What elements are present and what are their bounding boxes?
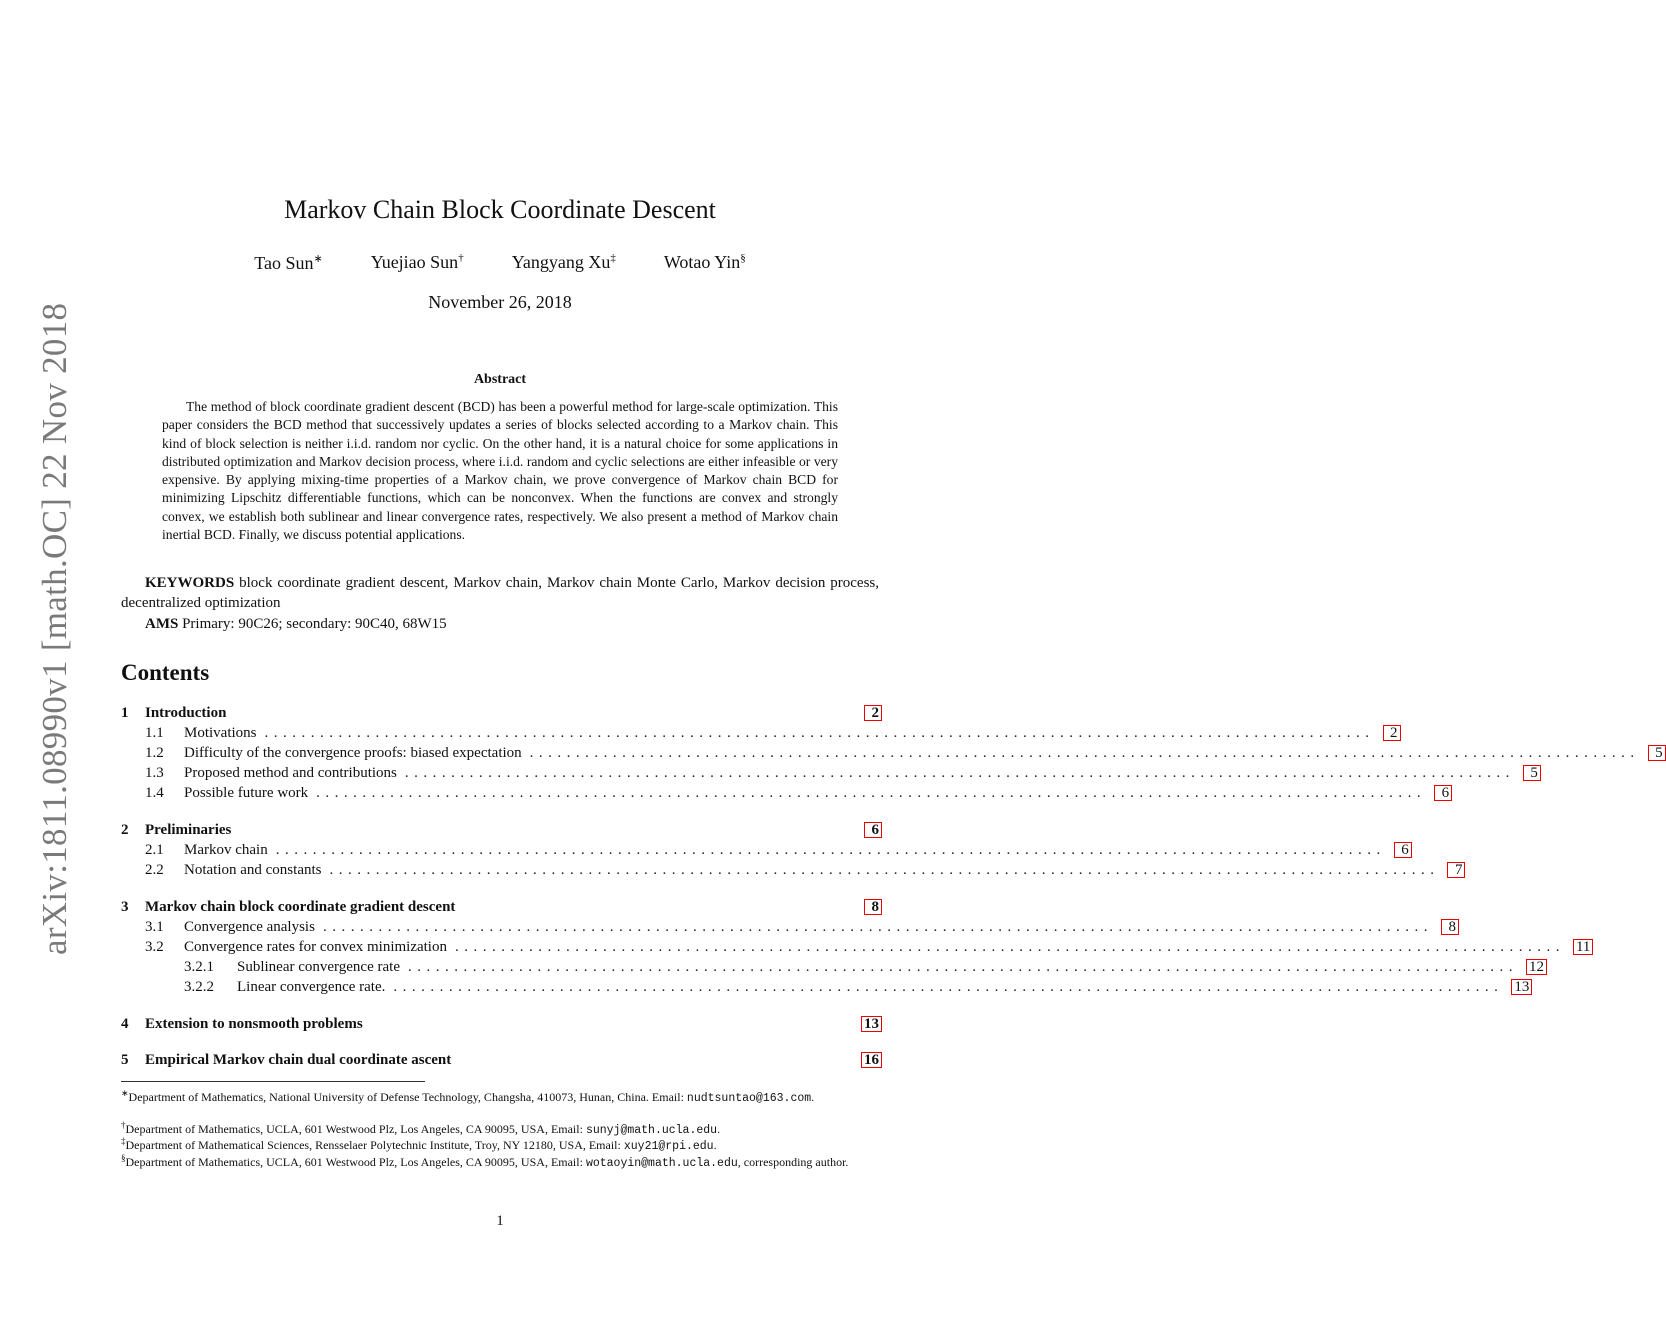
toc-entry[interactable] [121, 785, 1450, 805]
toc-entry[interactable] [121, 842, 1409, 862]
toc-entry[interactable] [121, 745, 1663, 765]
page-number: 1 [496, 1213, 504, 1229]
email-link[interactable]: nudtsuntao@163.com [686, 1092, 812, 1105]
ams-classification [121, 614, 879, 634]
toc-label: Possible future work [184, 785, 309, 801]
keywords-text: block coordinate gradient descent, Markov chain, Markov chain Monte Carlo, Markov decision process, decentralized optimization [121, 575, 879, 611]
toc-entry[interactable] [121, 725, 1398, 745]
author: Yuejiao Sun† [370, 252, 464, 272]
toc-page-link[interactable]: 2 [1383, 725, 1401, 741]
toc-number: 4 [121, 1016, 129, 1032]
ams-label: AMS [145, 616, 179, 632]
contents-heading: Contents [121, 660, 210, 685]
toc-label: Convergence analysis [184, 919, 315, 935]
ams-text: Primary: 90C26; secondary: 90C40, 68W15 [182, 616, 447, 632]
toc-page-link[interactable]: 6 [1434, 785, 1452, 801]
toc-entry[interactable] [121, 765, 1538, 785]
toc-leader: ........................................................................................................................ [322, 919, 1433, 935]
email-link[interactable]: wotaoyin@math.ucla.edu [585, 1157, 738, 1170]
toc-leader: ........................................................................................................................ [407, 959, 1518, 975]
toc-page-link[interactable]: 8 [864, 899, 882, 915]
footnote: ‡Department of Mathematical Sciences, Rensselaer Polytechnic Institute, Troy, NY 12180, USA, Email: xuy21@rpi.edu. [121, 1136, 717, 1153]
arxiv-identifier: arXiv:1811.08990v1 [math.OC] 22 Nov 2018 [35, 302, 74, 955]
toc-page-link[interactable]: 13 [1511, 979, 1532, 995]
toc-entry[interactable] [121, 919, 1456, 939]
toc-label: Extension to nonsmooth problems [145, 1016, 363, 1032]
author: Wotao Yin§ [663, 252, 746, 272]
toc-number: 2.2 [145, 862, 164, 878]
toc-label: Notation and constants [184, 862, 322, 878]
toc-number: 1.2 [145, 745, 164, 761]
toc-number: 3.1 [145, 919, 164, 935]
toc-label: Motivations [184, 725, 257, 741]
toc-label: Markov chain block coordinate gradient descent [145, 899, 456, 915]
toc-label: Sublinear convergence rate [237, 959, 400, 975]
toc-leader: ........................................................................................................................ [393, 979, 1504, 995]
toc-entry[interactable] [121, 1052, 882, 1072]
toc-page-link[interactable]: 7 [1447, 862, 1465, 878]
toc-page-link[interactable]: 8 [1441, 919, 1459, 935]
toc-number: 1.4 [145, 785, 164, 801]
toc-entry[interactable] [121, 899, 882, 919]
email-link[interactable]: xuy21@rpi.edu [623, 1140, 714, 1153]
toc-number: 1 [121, 705, 129, 721]
toc-leader: ........................................................................................................................ [329, 862, 1440, 878]
toc-entry[interactable] [121, 979, 1530, 999]
toc-entry[interactable] [121, 705, 882, 725]
toc-label: Proposed method and contributions [184, 765, 397, 781]
abstract-text: The method of block coordinate gradient descent (BCD) has been a powerful method for large-scale optimization. This paper considers the BCD method that successively updates a series of blocks selected according to a Markov chain. This kind of block selection is neither i.i.d. random nor cyclic. On the other hand, it is a natural choice for some applications in distributed optimization and Markov decision process, where i.i.d. random and cyclic selections are either infeasible or very expensive. By applying mixing-time properties of a Markov chain, we prove convergence of Markov chain BCD for minimizing Lipschitz differentiable functions, which can be nonconvex. When the functions are convex and strongly convex, we establish both sublinear and linear convergence rates, respectively. We also present a method of Markov chain inertial BCD. Finally, we discuss potential applications. [162, 399, 838, 543]
toc-page-link[interactable]: 6 [1394, 842, 1412, 858]
footnote-rule [121, 1081, 425, 1082]
toc-number: 3.2.2 [184, 979, 214, 995]
toc-label: Empirical Markov chain dual coordinate ascent [145, 1052, 452, 1068]
toc-page-link[interactable]: 5 [1523, 765, 1541, 781]
toc-page-link[interactable]: 6 [864, 822, 882, 838]
toc-leader: ........................................................................................................................ [264, 725, 1375, 741]
toc-page-link[interactable]: 5 [1648, 745, 1666, 761]
abstract-heading: Abstract [473, 372, 527, 387]
toc-page-link[interactable]: 11 [1573, 939, 1593, 955]
toc-entry[interactable] [121, 1016, 882, 1036]
toc-label: Difficulty of the convergence proofs: biased expectation [184, 745, 522, 761]
toc-number: 1.1 [145, 725, 164, 741]
toc-number: 2.1 [145, 842, 164, 858]
footnote: †Department of Mathematics, UCLA, 601 Westwood Plz, Los Angeles, CA 90095, USA, Email: sunyj@math.ucla.edu. [121, 1120, 721, 1137]
toc-label: Markov chain [184, 842, 268, 858]
toc-number: 1.3 [145, 765, 164, 781]
toc-page-link[interactable]: 2 [864, 705, 882, 721]
toc-page-link[interactable]: 13 [861, 1016, 882, 1032]
toc-number: 2 [121, 822, 129, 838]
toc-page-link[interactable]: 16 [861, 1052, 882, 1068]
toc-label: Preliminaries [145, 822, 232, 838]
paper-date: November 26, 2018 [428, 292, 572, 312]
toc-entry[interactable] [121, 862, 1463, 882]
toc-label: Introduction [145, 705, 227, 721]
footnote: §Department of Mathematics, UCLA, 601 Westwood Plz, Los Angeles, CA 90095, USA, Email: wotaoyin@math.ucla.edu, corresponding author. [121, 1153, 849, 1170]
footnote: ∗Department of Mathematics, National University of Defense Technology, Changsha, 410073, Hunan, China. Email: nudtsuntao@163.com. [121, 1088, 815, 1105]
email-link[interactable]: sunyj@math.ucla.edu [585, 1124, 718, 1137]
toc-leader: ........................................................................................................................ [529, 745, 1640, 761]
toc-label: Linear convergence rate. [237, 979, 386, 995]
toc-number: 3 [121, 899, 129, 915]
toc-entry[interactable] [121, 939, 1591, 959]
author: Tao Sun∗ [254, 253, 323, 273]
author-list [0, 252, 1000, 274]
toc-entry[interactable] [121, 822, 882, 842]
keywords-label: KEYWORDS [145, 575, 235, 591]
toc-entry[interactable] [121, 959, 1544, 979]
toc-page-link[interactable]: 12 [1526, 959, 1547, 975]
author: Yangyang Xu‡ [511, 252, 616, 272]
toc-number: 3.2.1 [184, 959, 214, 975]
toc-number: 3.2 [145, 939, 164, 955]
toc-leader: ........................................................................................................................ [275, 842, 1386, 858]
toc-leader: ........................................................................................................................ [404, 765, 1515, 781]
paper-title: Markov Chain Block Coordinate Descent [284, 195, 716, 224]
keywords [121, 573, 879, 613]
toc-label: Convergence rates for convex minimization [184, 939, 447, 955]
toc-leader: ........................................................................................................................ [454, 939, 1565, 955]
toc-number: 5 [121, 1052, 129, 1068]
toc-leader: ........................................................................................................................ [316, 785, 1427, 801]
